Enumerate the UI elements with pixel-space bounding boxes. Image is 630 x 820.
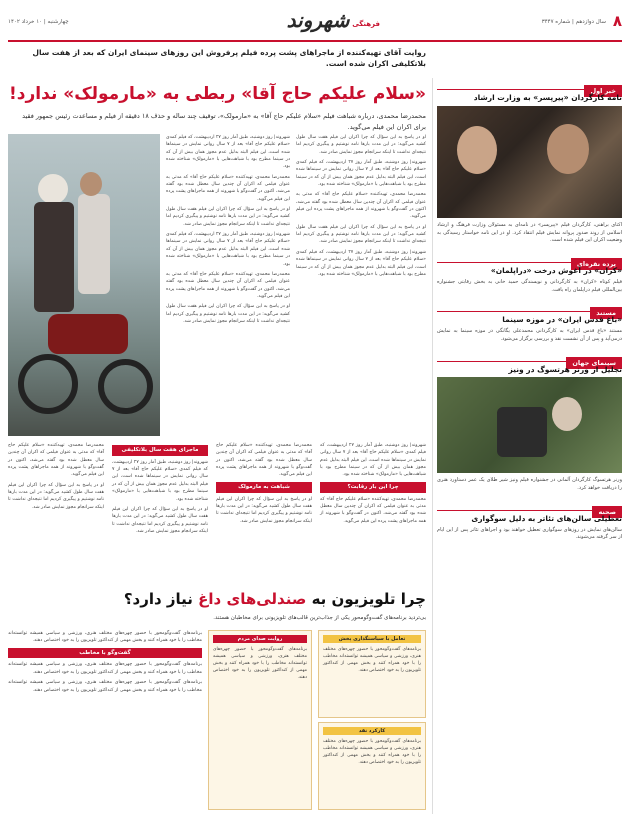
feature-box-title: تعامل با سیاستگذاری پخش [323,635,421,643]
body-paragraph: او در پاسخ به این سؤال که چرا اکران این فیلم هفت سال طول کشید می‌گوید: در این مدت بارها نامه نوشتیم و پیگیری کردیم اما نتیجه‌ای نداشت تا اینکه سرانجام مجوز نمایش صادر شد. [112,506,208,534]
feature-box-title: روایت صدای مردم [213,635,307,643]
section-header-bar [437,350,622,367]
body-paragraph: محمدرضا محمدی، تهیه‌کننده «سلام علیکم حاج آقا» که مدتی به عنوان فیلمی که اکران آن چندین سال معطل شده بود گفته می‌شد، اکنون در گفت‌وگو با شهروند از همه ماجراهای پشت پرده این فیلم می‌گوید. [320,496,426,524]
hero-photo [8,134,160,436]
logo-main: شهروند [286,8,350,32]
feature-box-text: برنامه‌های گفت‌وگومحور با حضور چهره‌های مختلف هنری، ورزشی و سیاسی همیشه توانسته‌اند مخاطب را با خود همراه کنند و بخش مهمی از کنداکتور تلویزیون را به خود اختصاص دهند. [213,647,307,680]
article-column-5 [320,442,426,582]
body-paragraph: شهروند| روز دوشنبه، طبق‌ آمار روز ۲۷ اردیبهشت، که فیلم کمدی «سلام علیکم حاج آقا» بعد از ۷ سال روانی نمایش در سینماها شده است، این فیلم البته بدلیل عدم مجوز همان بیش از آن که در سینما مطرح بود با شباهت‌هایی با «مارمولک» شناخته شده بود. [112,459,208,502]
motorcycle-body-shape [48,314,128,354]
section-header: خبر اول [584,85,622,97]
body-paragraph: او در پاسخ به این سؤال که چرا اکران این فیلم هفت سال طول کشید می‌گوید: در این مدت بارها نامه نوشتیم و پیگیری کردیم اما نتیجه‌ای نداشت تا اینکه سرانجام مجوز نمایش صادر شد. [296,135,426,155]
section-header-bar [437,78,622,95]
news-photo [437,377,622,473]
section-title: تعطیلی سالن‌های تئاتر به دلیل سوگواری [471,513,622,523]
lead-paragraph: محمدرضا محمدی، درباره شباهت فیلم «سلام علیکم حاج آقا» به «مارمولک»، توقیف چند ساله و حذف ۱۸ دقیقه از فیلم و مساعدت رئیس جمهور فقید برای اکران این فیلم می‌گوید. [22,112,426,131]
feature-title-part: نیاز دارد؟ [123,590,199,608]
body-paragraph: شهروند| روز دوشنبه، طبق‌ آمار روز ۲۷ اردیبهشت، که فیلم کمدی «سلام علیکم حاج آقا» بعد از ۷ سال روانی نمایش در سینماها شده است، این فیلم البته بدلیل عدم مجوز همان بیش از آن که در سینما مطرح بود با شباهت‌هایی با «مارمولک» شناخته شده بود. [296,160,426,188]
section-title: نامه کارگردان «پیرپسر» به وزارت ارشاد [473,93,622,102]
body-paragraph: او در پاسخ به این سؤال که چرا اکران این فیلم هفت سال طول کشید می‌گوید: در این مدت بارها نامه نوشتیم و پیگیری کردیم اما نتیجه‌ای نداشت تا اینکه سرانجام مجوز نمایش صادر شد. [216,496,312,524]
main-article [8,48,426,132]
article-column-4 [216,442,312,582]
section-text: مستند «باغ قدس ایران» به کارگردانی محمدعلی یگانگی در موزه سینما به نمایش درمی‌آید و پس از آن نشست نقد و بررسی برگزار می‌شود. [437,328,622,342]
news-photo [437,106,622,218]
sidebar-section [437,499,622,542]
section-header-bar [437,251,622,268]
body-paragraph: او در پاسخ به این سؤال که چرا اکران این فیلم هفت سال طول کشید می‌گوید: در این مدت بارها نامه نوشتیم و پیگیری کردیم اما نتیجه‌ای نداشت تا اینکه سرانجام مجوز نمایش صادر شد. [166,304,290,324]
body-paragraph: برنامه‌های گفت‌وگومحور با حضور چهره‌های مختلف هنری، ورزشی و سیاسی همیشه توانسته‌اند مخاطب را با خود همراه کنند و بخش مهمی از کنداکتور تلویزیون را به خود اختصاص دهند. [8,662,202,675]
body-paragraph: او در پاسخ به این سؤال که چرا اکران این فیلم هفت سال طول کشید می‌گوید: در این مدت بارها نامه نوشتیم و پیگیری کردیم اما نتیجه‌ای نداشت تا اینکه سرانجام مجوز نمایش صادر شد. [166,207,290,227]
camera-shape [497,407,547,457]
body-paragraph: او در پاسخ به این سؤال که چرا اکران این فیلم هفت سال طول کشید می‌گوید: در این مدت بارها نامه نوشتیم و پیگیری کردیم اما نتیجه‌ای نداشت تا اینکه سرانجام مجوز نمایش صادر شد. [8,482,104,510]
face-shape [547,124,589,174]
feature-title [8,590,426,608]
sidebar-section [437,78,622,245]
sidebar-section [437,350,622,493]
feature-title-part: چرا تلویزیون به [306,590,426,608]
body-paragraph: محمدرضا محمدی، تهیه‌کننده «سلام علیکم حاج آقا» که مدتی به عنوان فیلمی که اکران آن چندین سال معطل شده بود گفته می‌شد، اکنون در گفت‌وگو با شهروند از همه ماجراهای پشت پرده این فیلم می‌گوید. [166,174,290,202]
section-header: سینمای جهان [566,357,622,369]
turban-shape [38,174,68,204]
motorcycle-wheel-shape [98,359,153,414]
sidebar-section [437,251,622,294]
section-header-bar [437,499,622,516]
body-paragraph: محمدرضا محمدی، تهیه‌کننده «سلام علیکم حاج آقا» که مدتی به عنوان فیلمی که اکران آن چندین سال معطل شده بود گفته می‌شد، اکنون در گفت‌وگو با شهروند از همه ماجراهای پشت پرده این فیلم می‌گوید. [216,443,312,478]
newspaper-page [8,6,622,814]
body-paragraph: محمدرضا محمدی، تهیه‌کننده «سلام علیکم حاج آقا» که مدتی به عنوان فیلمی که اکران آن چندین سال معطل شده بود گفته می‌شد، اکنون در گفت‌وگو با شهروند از همه ماجراهای پشت پرده این فیلم می‌گوید. [296,192,426,220]
feature-box [318,630,426,718]
article-column-6 [296,134,426,434]
body-paragraph: محمدرضا محمدی، تهیه‌کننده «سلام علیکم حاج آقا» که مدتی به عنوان فیلمی که اکران آن چندین سال معطل شده بود گفته می‌شد، اکنون در گفت‌وگو با شهروند از همه ماجراهای پشت پرده این فیلم می‌گوید. [166,271,290,299]
feature-box-text: برنامه‌های گفت‌وگومحور با حضور چهره‌های مختلف هنری، ورزشی و سیاسی همیشه توانسته‌اند مخاطب را با خود همراه کنند و بخش مهمی از کنداکتور تلویزیون را به خود اختصاص دهند. [323,739,421,765]
section-header: صحنه [592,506,622,518]
body-paragraph: برنامه‌های گفت‌وگومحور با حضور چهره‌های مختلف هنری، ورزشی و سیاسی همیشه توانسته‌اند مخاطب را با خود همراه کنند و بخش مهمی از کنداکتور تلویزیون را به خود اختصاص دهند. [8,680,202,693]
face-shape [552,397,582,431]
passenger-head-shape [80,172,102,196]
feature-box-text: برنامه‌های گفت‌وگومحور با حضور چهره‌های مختلف هنری، ورزشی و سیاسی همیشه توانسته‌اند مخاطب را با خود همراه کنند و بخش مهمی از کنداکتور تلویزیون را به خود اختصاص دهند. [323,647,421,673]
sidebar-section [437,300,622,343]
section-header: مستند [590,307,622,319]
logo [248,8,388,38]
section-title: «کران» در آغوش درخت «دراپلمان» [490,266,622,275]
section-text: سالن‌های نمایش در روزهای سوگواری تعطیل خواهند بود و اجراهای تئاتر پس از این ایام از سر گرفته می‌شوند. [437,526,622,541]
section-title: «باغ قدس ایران» در موزه سینما [502,315,622,325]
body-paragraph: برنامه‌های گفت‌وگومحور با حضور چهره‌های مختلف هنری، ورزشی و سیاسی همیشه توانسته‌اند مخاطب را با خود همراه کنند و بخش مهمی از کنداکتور تلویزیون را به خود اختصاص دهند. [8,631,202,644]
feature-title-highlight: صندلی‌های داغ [198,590,307,608]
headline: «سلام علیکم حاج آقا» ربطی به «مارمولک» ندارد! [9,84,426,104]
feature-body [8,630,202,810]
cleric-robe-shape [34,202,74,312]
section-header-bar [437,300,622,318]
body-paragraph: محمدرضا محمدی، تهیه‌کننده «سلام علیکم حاج آقا» که مدتی به عنوان فیلمی که اکران آن چندین سال معطل شده بود گفته می‌شد، اکنون در گفت‌وگو با شهروند از همه ماجراهای پشت پرده این فیلم می‌گوید. [8,443,104,478]
masthead [8,6,622,42]
date-line: چهارشنبه | ۱۰ خرداد ۱۴۰۲ [8,19,69,25]
face-shape [457,126,497,174]
section-text: اکتای براهنی، کارگردان فیلم «پیرپسر» در نامه‌ای به مسئولان وزارت فرهنگ و ارشاد اسلامی از روند صدور پروانه نمایش فیلم انتقاد کرد. او در این نامه خواستار رسیدگی به وضعیت اکران این فیلم شده است. [437,221,622,244]
body-paragraph: او در پاسخ به این سؤال که چرا اکران این فیلم هفت سال طول کشید می‌گوید: در این مدت بارها نامه نوشتیم و پیگیری کردیم اما نتیجه‌ای نداشت تا اینکه سرانجام مجوز نمایش صادر شد. [296,224,426,245]
motorcycle-wheel-shape [18,354,78,414]
section-text: ورنر هرتسوگ کارگردان آلمانی در جشنواره فیلم ونیز شیر طلای یک عمر دستاورد هنری را دریافت خواهد کرد. [437,477,622,491]
supra-title: روایت آقای تهیه‌کننده از ماجراهای پشت پرده فیلم پرفروش این روزهای سینمای ایران که بعد از هفت سال بلاتکلیفی اکران شده است. [32,48,426,68]
passenger-shape [78,194,110,294]
article-column-1 [166,134,290,434]
section-title: تجلیل از ورنر هرتسوگ در ونیز [508,364,622,374]
feature-box [318,722,426,810]
body-paragraph: شهروند| روز دوشنبه، طبق‌ آمار روز ۲۷ اردیبهشت، که فیلم کمدی «سلام علیکم حاج آقا» بعد از ۷ سال روانی نمایش در سینماها شده است، این فیلم البته بدلیل عدم مجوز همان بیش از آن که در سینما مطرح بود با شباهت‌هایی با «مارمولک» شناخته شده بود. [296,249,426,277]
feature-box [208,630,312,810]
sidebar [432,78,622,814]
subhead: گفت‌وگو با مخاطب [8,648,202,659]
body-paragraph: شهروند| روز دوشنبه، طبق‌ آمار روز ۲۷ اردیبهشت، که فیلم کمدی «سلام علیکم حاج آقا» بعد از ۷ سال روانی نمایش در سینماها شده است، این فیلم البته بدلیل عدم مجوز همان بیش از آن که در سینما مطرح بود با شباهت‌هایی با «مارمولک» شناخته شده بود. [166,135,290,170]
section-header: پرده نقره‌ای [571,258,622,270]
subhead: چرا این بار رقابت؟ [320,482,426,493]
feature-lead: بی‌تردید برنامه‌های گفت‌وگومحور یکی از جذاب‌ترین قالب‌های تلویزیونی برای مخاطبان هستند. [213,615,426,621]
body-paragraph: شهروند| روز دوشنبه، طبق‌ آمار روز ۲۷ اردیبهشت، که فیلم کمدی «سلام علیکم حاج آقا» بعد از ۷ سال روانی نمایش در سینماها شده است، این فیلم البته بدلیل عدم مجوز همان بیش از آن که در سینما مطرح بود با شباهت‌هایی با «مارمولک» شناخته شده بود. [166,232,290,267]
page-number: ۸ [612,12,622,30]
body-paragraph: شهروند| روز دوشنبه، طبق‌ آمار روز ۲۷ اردیبهشت، که فیلم کمدی «سلام علیکم حاج آقا» بعد از ۷ سال روانی نمایش در سینماها شده است، این فیلم البته بدلیل عدم مجوز همان بیش از آن که در سینما مطرح بود با شباهت‌هایی با «مارمولک» شناخته شده بود. [320,443,426,478]
section-text: فیلم کوتاه «کران» به کارگردانی و نویسندگی حمید خانی به بخش رقابتی جشنواره بین‌المللی فیلم دراپلمان راه یافت. [437,278,622,293]
article-column-2 [8,442,104,582]
subhead: ماجرای هفت سال بلاتکلیفی [112,445,208,456]
issue-line: سال دوازدهم | شماره ۳۴۴۷ [541,19,606,25]
subhead: شباهت به مارمولک [216,482,312,493]
article-column-3 [112,442,208,582]
logo-sub: فرهنگی [352,20,380,28]
feature-box-title: کارکرد نقد [323,727,421,735]
